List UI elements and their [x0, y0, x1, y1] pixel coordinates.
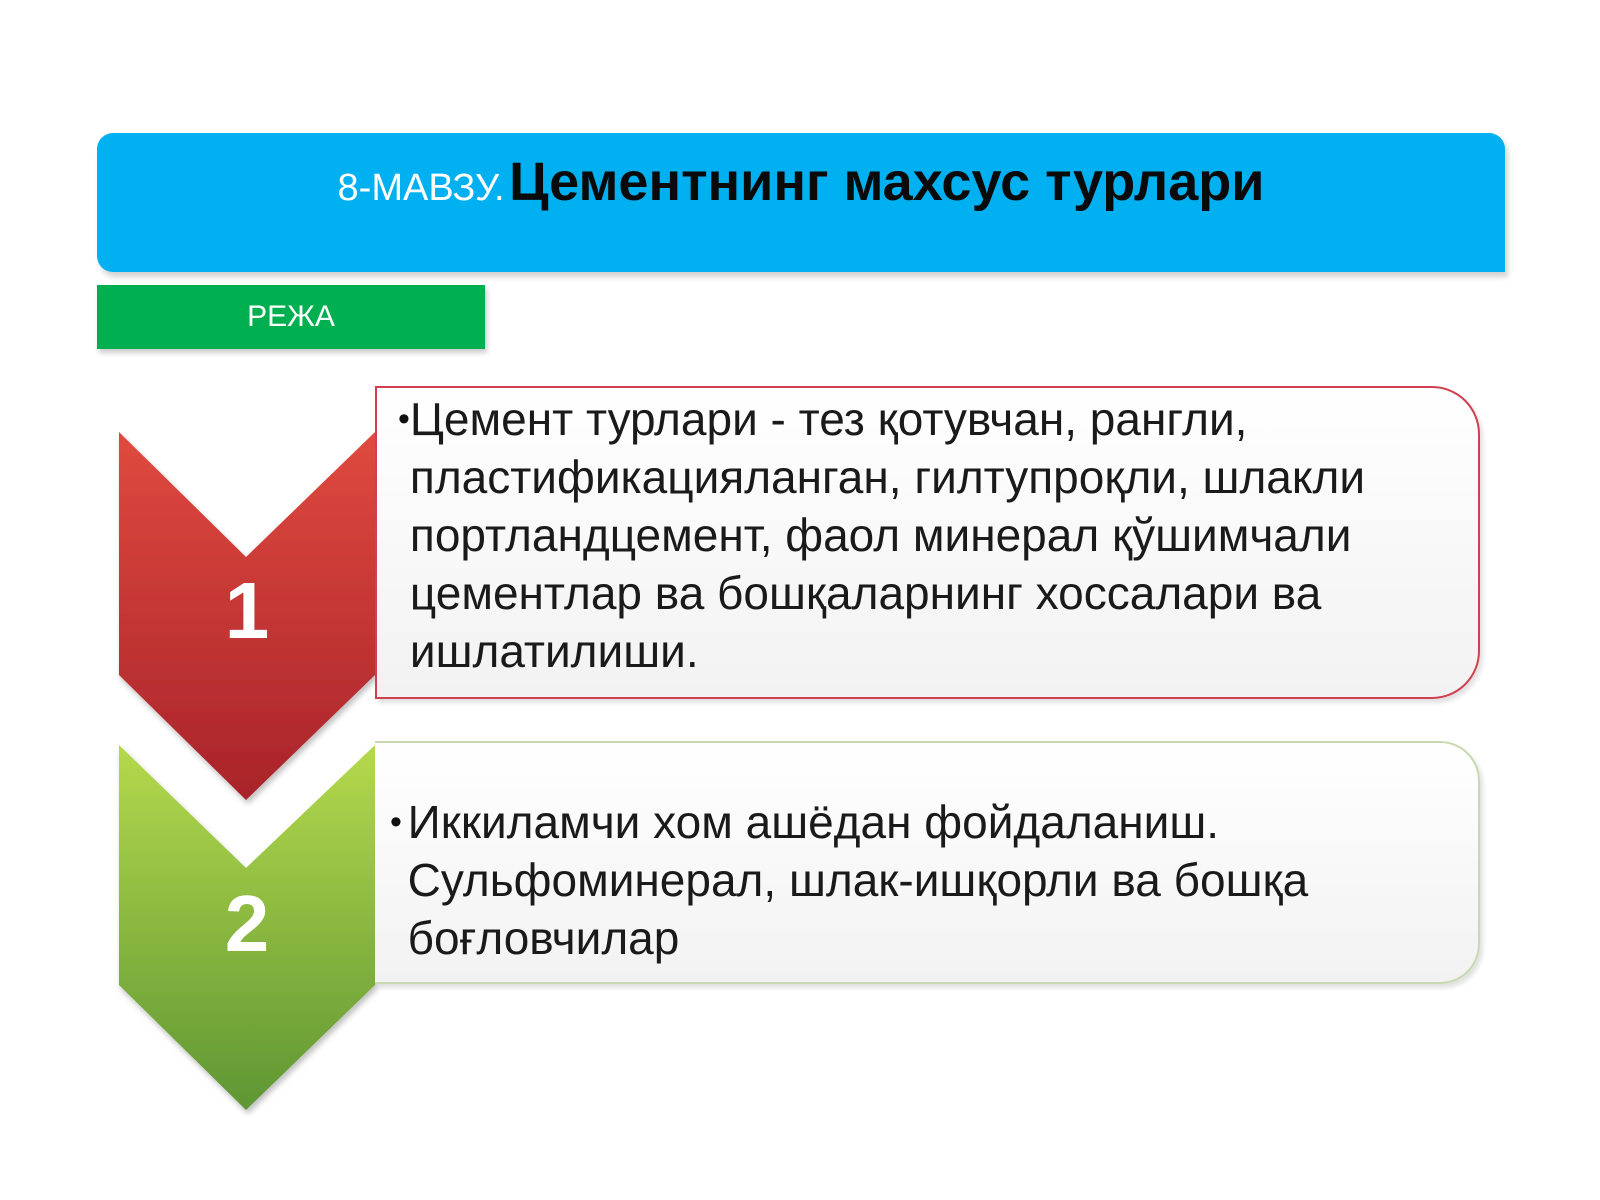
title-main: Цементнинг махсус турлари — [509, 152, 1265, 212]
bullet-icon: • — [390, 803, 402, 841]
step-2-text: Иккиламчи хом ашёдан фойдаланиш. Сульфоминерал, шлак-ишқорли ва бошқа боғловчилар — [407, 796, 1309, 964]
step-2-number: 2 — [224, 879, 270, 968]
step-1-text: Цемент турлари - тез қотувчан, рангли, пластификацияланган, гилтупроқли, шлакли портландцемент, фаол минерал қўшимчали цементлар ва бошқаларнинг хоссалари ва ишлатилиши. — [409, 393, 1366, 677]
step-1-item — [398, 390, 1458, 680]
plan-label: РЕЖА — [97, 285, 485, 349]
step-1-number: 1 — [224, 566, 270, 655]
bullet-icon: • — [398, 400, 410, 438]
step-2-item — [390, 793, 1450, 967]
title-prefix: 8-МАВЗУ. — [337, 167, 505, 209]
